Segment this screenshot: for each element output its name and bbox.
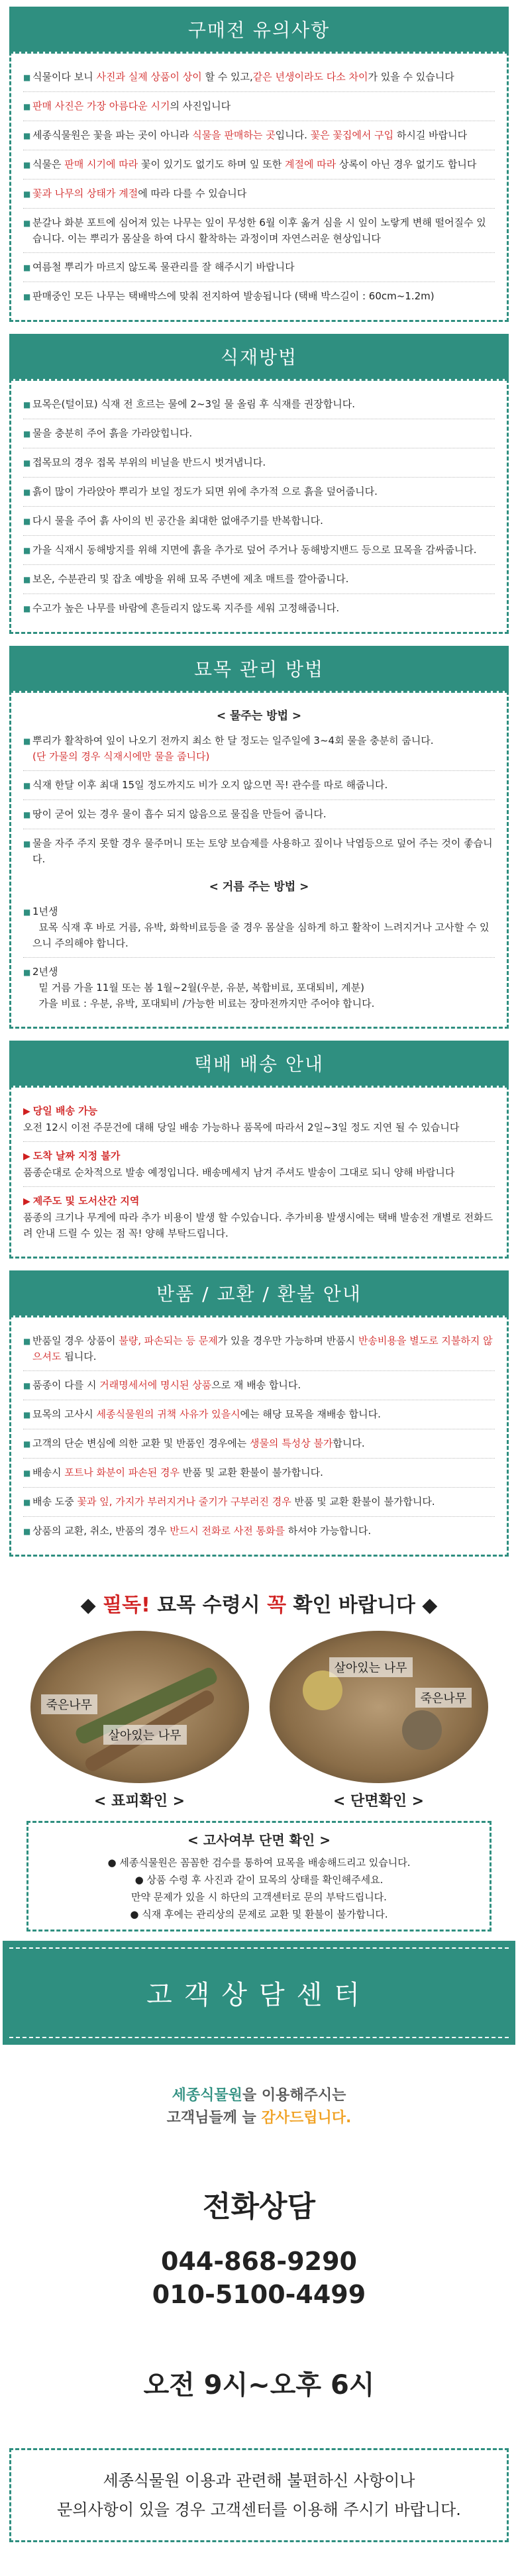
list-item: ■ 고객의 단순 변심에 의한 교환 및 반품인 경우에는 생물의 특성상 불가합니다.: [23, 1429, 495, 1459]
section-title-delivery: 택배 배송 안내: [9, 1041, 509, 1086]
watering-intro-note: (단 가물의 경우 식재시에만 물을 줍니다): [32, 750, 210, 762]
phone-numbers: [0, 2245, 518, 2311]
square-bullet-icon: ■: [23, 839, 31, 849]
list-item: ■ 다시 물을 주어 흙 사이의 빈 공간을 최대한 없애주기를 반복합니다.: [23, 507, 495, 536]
product-notice-page: [0, 7, 518, 2542]
dieback-line-4: ● 식재 후에는 관리상의 문제로 교환 및 환불이 불가합니다.: [130, 1908, 388, 1920]
list-item: [23, 958, 495, 1017]
section-photo-image: [270, 1631, 488, 1783]
square-bullet-icon: ■: [23, 517, 31, 526]
section-title-care: 묘목 관리 방법: [9, 646, 509, 691]
list-item: ■ 꽃과 나무의 상태가 계절에 따라 다를 수 있습니다: [23, 180, 495, 209]
square-bullet-icon: ■: [23, 160, 31, 170]
square-bullet-icon: ■: [23, 810, 31, 819]
square-bullet-icon: ■: [23, 189, 31, 199]
list-item: ■ 묘목은(털이묘) 식재 전 흐르는 물에 2~3일 물 올림 후 식재를 권장합니다.: [23, 390, 495, 419]
phone-number-2[interactable]: 010-5100-4499: [152, 2280, 366, 2309]
planting-box: [9, 379, 509, 634]
delivery-item: ▶ 제주도 및 도서산간 지역 품종의 크기나 무게에 따라 추가 비용이 발생 할 수있습니다. 추가비용 발생시에는 택배 발송전 개별로 전화드려 안내 드릴 수 있는 점 꼭! 양해 부탁드립니다.: [23, 1195, 493, 1239]
dead-tree-label: 죽은나무: [415, 1688, 472, 1708]
square-bullet-icon: ■: [23, 968, 31, 977]
list-item: ■ 보온, 수분관리 및 잡초 예방을 위해 묘목 주변에 제초 매트를 깔아줍니다.: [23, 565, 495, 594]
customer-center-intro: 세종식물원을 이용해주시는 고객님들께 늘 감사드립니다.: [166, 2087, 352, 2126]
alive-tree-label: 살아있는 나무: [329, 1657, 413, 1677]
square-bullet-icon: ■: [23, 1337, 31, 1346]
square-bullet-icon: ■: [23, 263, 31, 272]
care-box: [9, 691, 509, 1029]
square-bullet-icon: ■: [23, 1410, 31, 1419]
dieback-line-1: ● 세종식물원은 꼼꼼한 검수를 통하여 묘목을 배송해드리고 있습니다.: [107, 1857, 411, 1869]
list-item: ■ 분갈나 화분 포트에 심어져 있는 나무는 잎이 무성한 6월 이후 옮겨 심을 시 잎이 노랗게 변해 떨어질수 있습니다. 이는 뿌리가 몸살을 하여 다시 활착하는 과정이며 자연스러운 현상입니다: [23, 209, 495, 253]
list-item: ■ 식재 한달 이후 최대 15일 정도까지도 비가 오지 않으면 꼭! 관수를 따로 해줍니다.: [23, 771, 495, 800]
square-bullet-icon: ■: [23, 219, 31, 228]
year1-label: 1년생: [32, 905, 58, 917]
delivery-box: [9, 1086, 509, 1259]
square-bullet-icon: ■: [23, 102, 31, 111]
list-item: ■ 식물은 판매 시기에 따라 꽃이 있기도 없기도 하며 잎 또한 계절에 따라 상록이 아닌 경우 없기도 합니다: [23, 150, 495, 180]
section-title-returns: 반품 / 교환 / 환불 안내: [9, 1270, 509, 1315]
phone-consult-title: 전화상담: [202, 2190, 315, 2224]
square-bullet-icon: ■: [23, 131, 31, 140]
customer-center-title: 고객상담센터: [9, 1947, 509, 2038]
square-bullet-icon: ■: [23, 907, 31, 917]
bark-check-photo: [30, 1631, 249, 1810]
square-bullet-icon: ■: [23, 1498, 31, 1507]
list-item: ■ 수고가 높은 나무를 바람에 흔들리지 않도록 지주를 세워 고정해줍니다.: [23, 594, 495, 623]
list-item: ■ 접목묘의 경우 접목 부위의 비닐을 반드시 벗겨냅니다.: [23, 448, 495, 478]
list-item: [23, 727, 495, 771]
year1-text: 묘목 식재 후 바로 거름, 유박, 화학비료등을 줄 경우 몸살을 심하게 하고 활착이 느려지거나 고사할 수 있으니 주의해야 합니다.: [32, 921, 490, 949]
phone-number-1[interactable]: 044-868-9290: [161, 2247, 357, 2276]
fertilizing-title: < 거름 주는 방법 >: [209, 880, 309, 894]
list-item: ■ 가을 식재시 동해방지를 위해 지면에 흙을 추가로 덮어 주거나 동해방지밴드 등으로 묘목을 감싸줍니다.: [23, 536, 495, 565]
triangle-right-icon: ▶: [23, 1106, 30, 1117]
watering-intro: 뿌리가 활착하여 잎이 나오기 전까지 최소 한 달 정도는 일주일에 3~4회 물을 충분히 줍니다.: [32, 735, 434, 747]
list-item: ■ 묘목의 고사시 세종식물원의 귀책 사유가 있을시에는 해당 묘목을 재배송 합니다.: [23, 1400, 495, 1429]
square-bullet-icon: ■: [23, 292, 31, 301]
year2-label: 2년생: [32, 966, 58, 978]
alive-tree-label: 살아있는 나무: [103, 1725, 187, 1745]
delivery-item: ▶ 도착 날짜 지정 불가 품종순대로 순차적으로 발송 예정입니다. 배송메세지 남겨 주셔도 발송이 그대로 되니 양해 바랍니다: [23, 1142, 495, 1187]
list-item: ■ 식물이다 보니 사진과 실제 상품이 상이 할 수 있고,같은 년생이라도 다소 차이가 있을 수 있습니다: [23, 63, 495, 92]
list-item: ■ 품종이 다를 시 거래명세서에 명시된 상품으로 재 배송 합니다.: [23, 1371, 495, 1400]
square-bullet-icon: ■: [23, 1527, 31, 1536]
year2-text-1: 밑 거름 가을 11월 또는 봄 1월~2월(우분, 유분, 복합비료, 포대퇴비, 계분): [38, 982, 364, 994]
list-item: ■ 배송시 포트나 화분이 파손된 경우 반품 및 교환 환불이 불가합니다.: [23, 1459, 495, 1488]
list-item: [23, 898, 495, 958]
dieback-check-title: < 고사여부 단면 확인 >: [187, 1832, 331, 1848]
returns-box: [9, 1315, 509, 1557]
square-bullet-icon: ■: [23, 575, 31, 584]
list-item: ■ 세종식물원은 꽃을 파는 곳이 아니라 식물을 판매하는 곳입니다. 꽃은 꽃집에서 구입 하시길 바랍니다: [23, 121, 495, 150]
list-item: ■ 땅이 굳어 있는 경우 물이 흡수 되지 않음으로 물집을 만들어 줍니다.: [23, 800, 495, 829]
business-hours: 오전 9시~오후 6시: [143, 2370, 375, 2400]
list-item: ■ 흙이 많이 가라앉아 뿌리가 보일 정도가 되면 위에 추가적 으로 흙을 덮어줍니다.: [23, 478, 495, 507]
year2-text-2: 가을 비료 : 우분, 유박, 포대퇴비 /가능한 비료는 장마전까지만 주어야 합니다.: [38, 998, 375, 1009]
section-check-caption: < 단면확인 >: [333, 1793, 425, 1810]
delivery-item: ▶ 당일 배송 가능 오전 12시 이전 주문건에 대해 당일 배송 가능하나 품목에 따라서 2일~3일 정도 지연 될 수 있습니다: [23, 1097, 495, 1142]
list-item: ■ 상품의 교환, 취소, 반품의 경우 반드시 전화로 사전 통화를 하셔야 가능합니다.: [23, 1517, 495, 1545]
list-item: ■ 판매 사진은 가장 아름다운 시기의 사진입니다: [23, 92, 495, 121]
precautions-box: [9, 52, 509, 322]
section-title-precautions: 구매전 유의사항: [9, 7, 509, 52]
section-check-photo: [270, 1631, 488, 1810]
bark-photo-image: [30, 1631, 249, 1783]
square-bullet-icon: ■: [23, 1439, 31, 1449]
list-item: ■ 여름철 뿌리가 마르지 않도록 물관리를 잘 해주시기 바랍니다: [23, 253, 495, 282]
list-item: ■ 물을 자주 주지 못할 경우 물주머니 또는 토양 보습제를 사용하고 짚이나 낙엽등으로 덮어 주는 것이 좋습니다.: [23, 837, 493, 865]
triangle-right-icon: ▶: [23, 1151, 30, 1162]
square-bullet-icon: ■: [23, 1468, 31, 1478]
dead-tree-label: 죽은나무: [41, 1694, 98, 1714]
square-bullet-icon: ■: [23, 73, 31, 82]
square-bullet-icon: ■: [23, 604, 31, 613]
square-bullet-icon: ■: [23, 458, 31, 468]
customer-center-note: 세종식물원 이용과 관련해 불편하신 사항이나 문의사항이 있을 경우 고객센터를 이용해 주시기 바랍니다.: [9, 2448, 509, 2542]
list-item: ■ 배송 도중 꽃과 잎, 가지가 부러지거나 줄기가 구부러진 경우 반품 및 교환 환불이 불가합니다.: [23, 1488, 495, 1517]
dieback-line-2: ● 상품 수령 후 사진과 같이 묘목의 상태를 확인해주세요.: [134, 1874, 384, 1886]
square-bullet-icon: ■: [23, 488, 31, 497]
square-bullet-icon: ■: [23, 400, 31, 409]
check-banner: ◆ 필독! 묘목 수령시 꼭 확인 바랍니다 ◆: [80, 1594, 438, 1617]
section-title-planting: 식재방법: [9, 334, 509, 379]
list-item: ■ 반품일 경우 상품이 불량, 파손되는 등 문제가 있을 경우만 가능하며 반품시 반송비용을 별도로 지불하지 않으셔도 됩니다.: [23, 1327, 495, 1371]
square-bullet-icon: ■: [23, 1381, 31, 1390]
square-bullet-icon: ■: [23, 546, 31, 555]
square-bullet-icon: ■: [23, 737, 31, 746]
list-item: ■ 판매중인 모든 나무는 택배박스에 맞춰 전지하여 발송됩니다 (택배 박스길이 : 60cm~1.2m): [23, 282, 495, 311]
dieback-check-box: [26, 1821, 492, 1932]
triangle-right-icon: ▶: [23, 1196, 30, 1207]
check-photos: [0, 1631, 518, 1810]
dieback-line-3: 만약 문제가 있을 시 하단의 고객센터로 문의 부탁드립니다.: [131, 1891, 387, 1903]
bark-check-caption: < 표피확인 >: [93, 1793, 185, 1810]
square-bullet-icon: ■: [23, 781, 31, 790]
square-bullet-icon: ■: [23, 429, 31, 438]
list-item: ■ 물을 충분히 주어 흙을 가라앉힙니다.: [23, 419, 495, 448]
watering-title: < 물주는 방법 >: [216, 709, 302, 723]
